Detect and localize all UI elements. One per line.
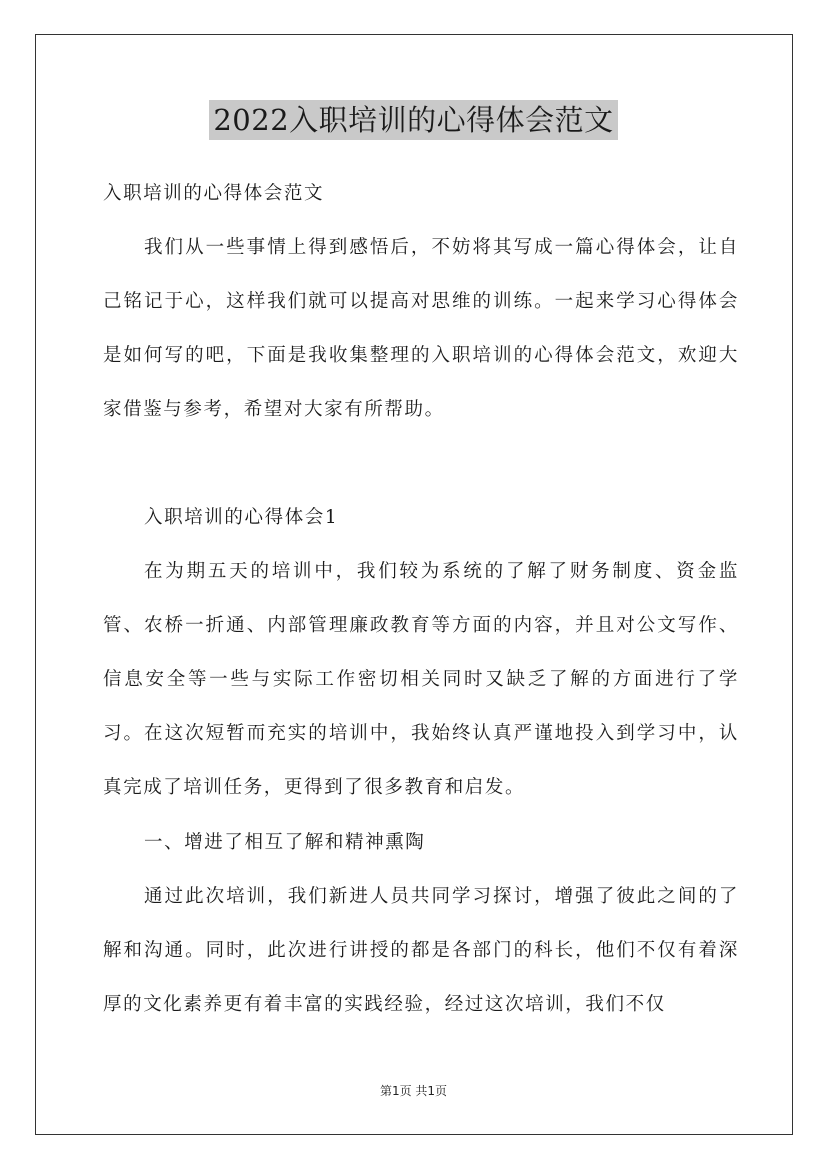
document-title-text: 2022入职培训的心得体会范文	[209, 100, 617, 140]
intro-paragraph: 我们从一些事情上得到感悟后，不妨将其写成一篇心得体会，让自己铭记于心，这样我们就可以提高对思维的训练。一起来学习心得体会是如何写的吧，下面是我收集整理的入职培训的心得体会范文，欢迎大家借鉴与参考，希望对大家有所帮助。	[103, 237, 739, 420]
section-title: 入职培训的心得体会1	[144, 507, 339, 528]
page-footer: 第1页 共1页	[379, 1084, 448, 1098]
document-title	[0, 100, 827, 140]
body-paragraph-2: 通过此次培训，我们新进人员共同学习探讨，增强了彼此之间的了解和沟通。同时，此次进行讲授的都是各部门的科长，他们不仅有着深厚的文化素养更有着丰富的实践经验，经过这次培训，我们不仅	[103, 886, 739, 1015]
document-subtitle: 入职培训的心得体会范文	[103, 183, 325, 204]
body-paragraph-1: 在为期五天的培训中，我们较为系统的了解了财务制度、资金监管、农桥一折通、内部管理廉政教育等方面的内容，并且对公文写作、信息安全等一些与实际工作密切相关同时又缺乏了解的方面进行了学习。在这次短暂而充实的培训中，我始终认真严谨地投入到学习中，认真完成了培训任务，更得到了很多教育和启发。	[103, 561, 739, 798]
section-heading-1: 一、增进了相互了解和精神熏陶	[144, 832, 426, 853]
